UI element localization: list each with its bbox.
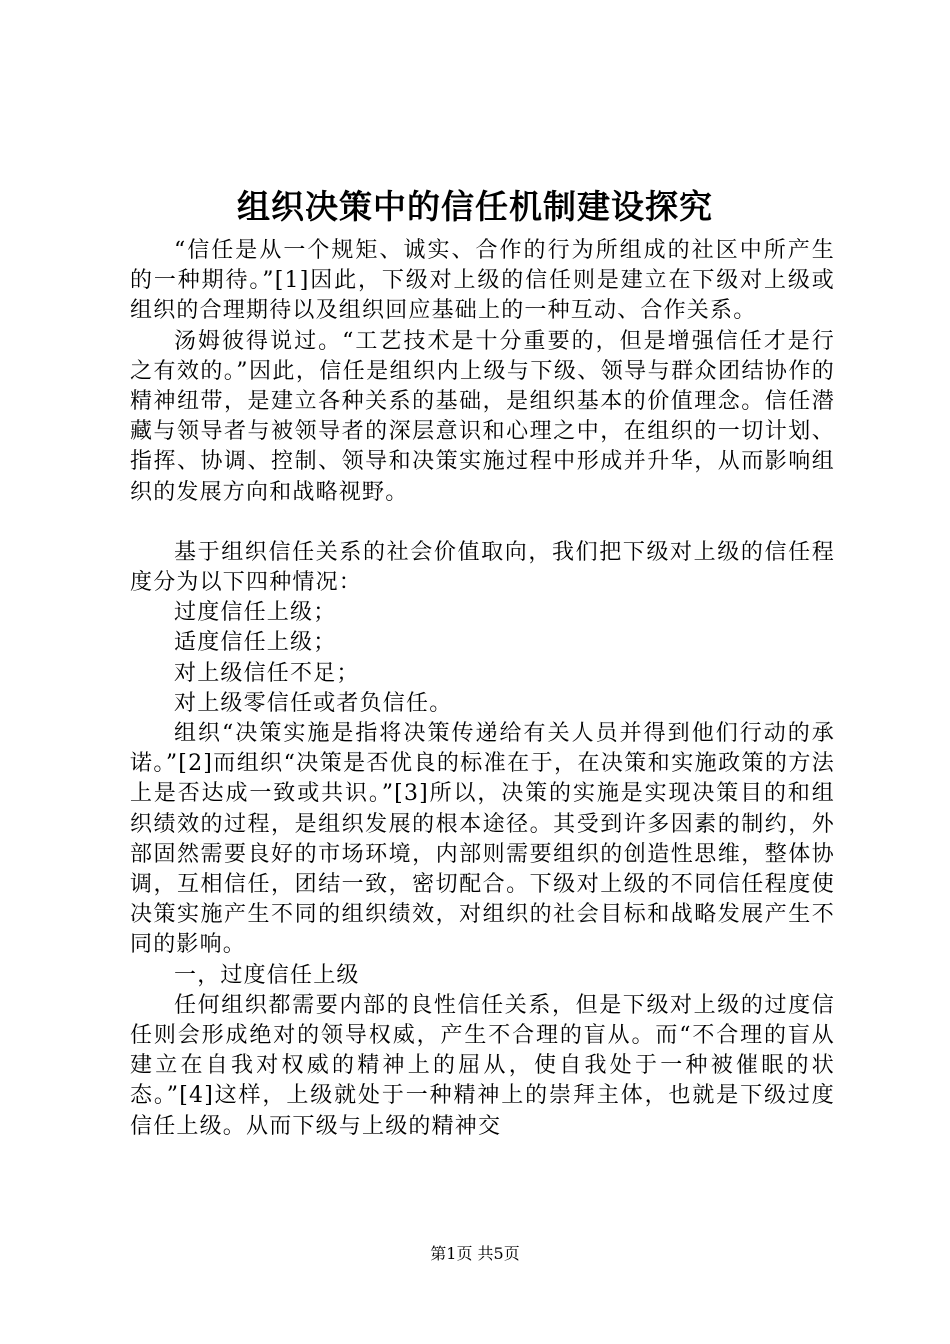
document-title: 组织决策中的信任机制建设探究 [237, 187, 713, 226]
paragraph-over-trust: 任何组织都需要内部的良性信任关系，但是下级对上级的过度信任则会形成绝对的领导权威，产生不合理的盲从。而“不合理的盲从建立在自我对权威的精神上的屈从，使自我处于一种被催眠的状态。”[4]这样，上级就处于一种精神上的崇拜主体，也就是下级过度信任上级。从而下级与上级的精神交 [130, 992, 835, 1139]
list-item-moderate-trust: 适度信任上级； [174, 630, 337, 656]
list-item-over-trust: 过度信任上级； [174, 600, 337, 626]
document-body [130, 236, 835, 1142]
list-item-zero-trust: 对上级零信任或者负信任。 [174, 690, 453, 716]
paragraph-decision-implementation: 组织“决策实施是指将决策传递给有关人员并得到他们行动的承诺。”[2]而组织“决策是否优良的标准在于，在决策和实施政策的方法上是否达成一致或共识。”[3]所以，决策的实施是实现决策目的和组织绩效的过程，是组织发展的根本途径。其受到许多因素的制约，外部固然需要良好的市场环境，内部则需要组织的创造性思维，整体协调，互相信任，团结一致，密切配合。下级对上级的不同信任程度使决策实施产生不同的组织绩效，对组织的社会目标和战略发展产生不同的影响。 [130, 721, 835, 958]
section-heading-over-trust: 一，过度信任上级 [174, 962, 360, 988]
page-number: 第1页 共5页 [430, 1244, 520, 1263]
paragraph-tom-peters: 汤姆彼得说过。“工艺技术是十分重要的，但是增强信任才是行之有效的。”因此，信任是组织内上级与下级、领导与群众团结协作的精神纽带，是建立各种关系的基础，是组织基本的价值理念。信任潜藏与领导者与被领导者的深层意识和心理之中，在组织的一切计划、指挥、协调、控制、领导和决策实施过程中形成并升华，从而影响组织的发展方向和战略视野。 [130, 328, 835, 505]
list-item-insufficient-trust: 对上级信任不足； [174, 660, 360, 686]
paragraph-trust-definition: “信任是从一个规矩、诚实、合作的行为所组成的社区中所产生的一种期待。”[1]因此，下级对上级的信任则是建立在下级对上级或组织的合理期待以及组织回应基础上的一种互动、合作关系。 [130, 238, 835, 324]
paragraph-trust-levels-intro: 基于组织信任关系的社会价值取向，我们把下级对上级的信任程度分为以下四种情况： [130, 539, 835, 596]
